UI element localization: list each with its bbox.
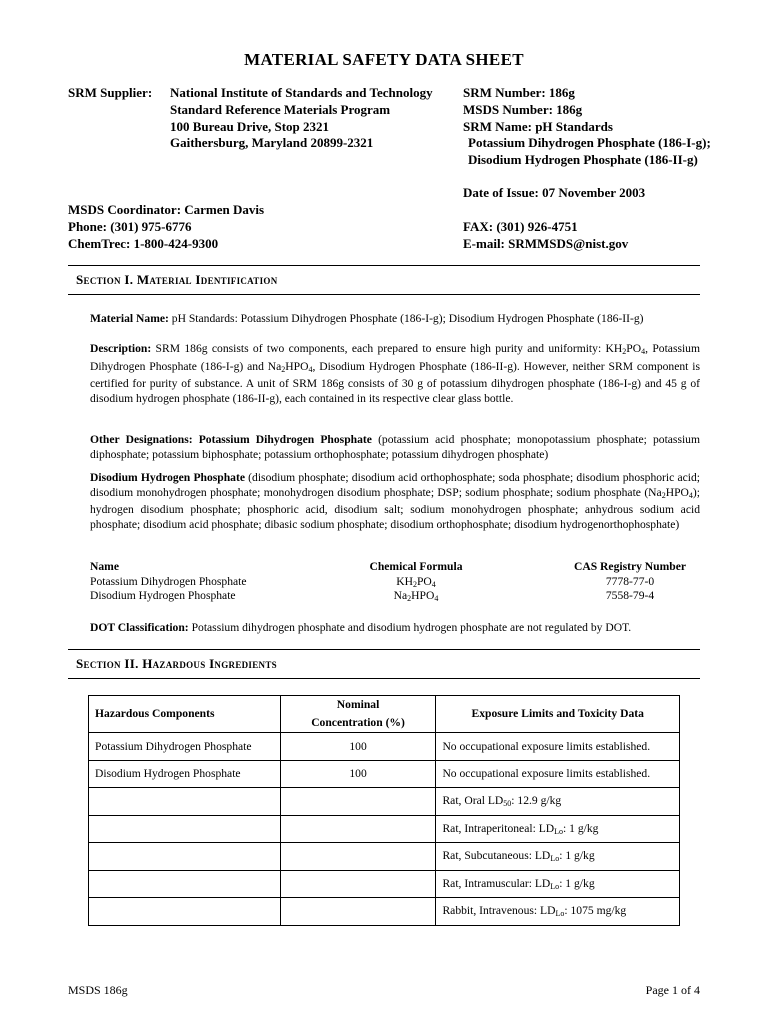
material-name-label: Material Name: (90, 312, 169, 325)
table-row (89, 733, 680, 761)
tox-text: : 1075 mg/kg (564, 904, 627, 918)
chemical-list-header (90, 560, 700, 575)
other-designations-text: (potassium acid phosphate; monopotassium phosphate; potassium diphosphate; potassium biphosphate; potassium orthophosphate; potassium dihydrogen phosphate) (90, 433, 700, 461)
srm-name-line: Potassium Dihydrogen Phosphate (186-I-g); (468, 135, 711, 151)
table-row (89, 898, 680, 926)
contact-info-right (463, 219, 628, 253)
section-divider (68, 265, 700, 266)
cas-number: 7558-79-4 (605, 589, 655, 602)
header-concentration-label: Concentration (%) (311, 716, 405, 729)
header-nominal: Nominal (336, 698, 380, 711)
section-divider (68, 649, 700, 650)
concentration-cell: 100 (280, 733, 436, 761)
header-name: Name (90, 560, 119, 573)
cas-number: 7778-77-0 (605, 574, 655, 588)
fax: FAX: (301) 926-4751 (463, 219, 578, 234)
component-cell: Potassium Dihydrogen Phosphate (89, 733, 281, 761)
supplier-label: SRM Supplier: (68, 85, 153, 100)
table-row (89, 815, 680, 843)
description (90, 342, 700, 406)
subscript: 2 (661, 490, 666, 500)
dot-classification (90, 621, 700, 636)
subscript: 2 (407, 594, 412, 603)
other-designations (90, 433, 700, 462)
list-item (90, 575, 700, 590)
component-cell (89, 788, 281, 816)
srm-info (463, 85, 711, 169)
component-cell (89, 843, 281, 871)
phone: Phone: (301) 975-6776 (68, 218, 192, 234)
component-cell: Disodium Hydrogen Phosphate (89, 760, 281, 788)
msds-number: MSDS Number: 186g (463, 101, 583, 117)
concentration-cell (280, 788, 436, 816)
subscript: 2 (412, 579, 417, 589)
description-text: SRM 186g consists of two components, each prepared to ensure high purity and uniformity: KH (151, 342, 623, 355)
hazardous-ingredients-table (88, 695, 680, 926)
date-of-issue: Date of Issue: 07 November 2003 (463, 185, 646, 200)
contact-info (68, 202, 264, 252)
disodium-label: Disodium Hydrogen Phosphate (90, 471, 245, 484)
exposure-cell (436, 898, 680, 926)
table-header-row (89, 696, 680, 733)
tox-text: : 12.9 g/kg (511, 794, 562, 808)
subscript: Lo (550, 854, 560, 864)
description-text: HPO (285, 359, 309, 373)
section-divider (68, 294, 700, 295)
table-row (89, 760, 680, 788)
supplier-line: 100 Bureau Drive, Stop 2321 (170, 118, 330, 134)
header-cas: CAS Registry Number (573, 560, 687, 573)
concentration-cell (280, 870, 436, 898)
concentration-cell (280, 815, 436, 843)
exposure-cell: No occupational exposure limits established. (436, 760, 680, 788)
material-name-value: pH Standards: Potassium Dihydrogen Phosphate (186-I-g); Disodium Hydrogen Phosphate (186-II-g) (168, 312, 644, 325)
formula-part: Na (393, 589, 408, 602)
chemical-name: Disodium Hydrogen Phosphate (90, 589, 236, 602)
tox-text: Rat, Oral LD (442, 794, 504, 808)
chemical-formula (342, 589, 490, 607)
formula-part: PO (416, 574, 432, 588)
component-cell (89, 815, 281, 843)
header-exposure: Exposure Limits and Toxicity Data (436, 696, 680, 733)
description-text: , Disodium Hydrogen Phosphate (186-II-g). However, neither SRM component is certified for purity of substance. A unit of SRM 186g consists of 30 g of potassium dihydrogen phosphate (186-I-g) and 45 g of disodium hydrogen phosphate (186-II-g), each contained in its respective clear glass bottle. (90, 359, 700, 405)
concentration-cell: 100 (280, 760, 436, 788)
description-label: Description: (90, 342, 152, 355)
tox-text: Rat, Intraperitoneal: LD (442, 821, 555, 835)
disodium-text: (disodium phosphate; disodium acid orthophosphate; soda phosphate; disodium phosphoric acid; disodium monohydrogen phosphate; monohydrogen disodium phosphate; DSP; sodium phosphate; sodium phosphate (Na (90, 471, 700, 499)
header-concentration (280, 696, 436, 733)
dot-label: DOT Classification: (90, 621, 189, 634)
subscript: Lo (555, 909, 565, 919)
exposure-cell (436, 815, 680, 843)
exposure-cell (436, 843, 680, 871)
tox-text: Rat, Subcutaneous: LD (442, 849, 551, 863)
section-2-title: Section II. Hazardous Ingredients (76, 656, 277, 671)
email: E-mail: SRMMSDS@nist.gov (463, 235, 629, 251)
subscript: 2 (622, 347, 627, 356)
subscript: 4 (308, 364, 313, 374)
disodium-text: HPO (665, 485, 689, 499)
supplier-address (170, 85, 433, 152)
table-row (89, 843, 680, 871)
tox-text: : 1 g/kg (559, 849, 595, 863)
subscript: Lo (554, 826, 564, 836)
srm-number: SRM Number: 186g (463, 85, 575, 100)
table-row (89, 870, 680, 898)
tox-text: : 1 g/kg (563, 821, 599, 835)
material-name (90, 312, 700, 327)
subscript: 4 (641, 347, 646, 356)
footer-doc-id: MSDS 186g (68, 983, 128, 997)
supplier-line: Standard Reference Materials Program (170, 101, 391, 117)
header-formula: Chemical Formula (369, 560, 463, 573)
subscript: 4 (688, 490, 693, 500)
concentration-cell (280, 898, 436, 926)
header-components: Hazardous Components (89, 696, 281, 733)
supplier-line: National Institute of Standards and Technology (170, 85, 433, 100)
chemical-name: Potassium Dihydrogen Phosphate (90, 574, 247, 588)
tox-text: Rat, Intramuscular: LD (442, 876, 551, 890)
other-designations-label: Other Designations: Potassium Dihydrogen Phosphate (90, 433, 372, 446)
section-1-title: Section I. Material Identification (76, 272, 278, 287)
subscript: 4 (434, 594, 439, 603)
formula-part: KH (396, 574, 413, 588)
disodium-designations (90, 471, 700, 532)
srm-name: SRM Name: pH Standards (463, 118, 613, 134)
section-divider (68, 678, 700, 679)
description-text: PO (626, 342, 642, 355)
tox-text: Rabbit, Intravenous: LD (442, 904, 556, 918)
supplier-line: Gaithersburg, Maryland 20899-2321 (170, 135, 374, 151)
tox-text: : 1 g/kg (559, 876, 595, 890)
msds-coordinator: MSDS Coordinator: Carmen Davis (68, 202, 265, 217)
formula-part: HPO (411, 589, 435, 602)
subscript: 50 (503, 799, 512, 809)
subscript: Lo (550, 881, 560, 891)
subscript: 2 (281, 364, 286, 374)
chemtrec: ChemTrec: 1-800-424-9300 (68, 235, 219, 251)
page-number: Page 1 of 4 (645, 983, 700, 997)
list-item (90, 589, 700, 604)
disodium-text: ); hydrogen disodium phosphate; phosphoric acid, disodium salt; sodium monohydrogen phosphate; anhydrous sodium acid phosphate; disodium acid phosphate; dibasic sodium phosphate; disodium orthophosphate; disodium hydrogenorthophosphate) (90, 485, 700, 531)
component-cell (89, 870, 281, 898)
description-text: , Potassium Dihydrogen Phosphate (186-I-g) and Na (90, 342, 700, 373)
concentration-cell (280, 843, 436, 871)
exposure-cell (436, 788, 680, 816)
srm-name-line: Disodium Hydrogen Phosphate (186-II-g) (468, 152, 698, 168)
exposure-cell: No occupational exposure limits established. (436, 733, 680, 761)
exposure-cell (436, 870, 680, 898)
subscript: 4 (431, 579, 436, 589)
component-cell (89, 898, 281, 926)
table-row (89, 788, 680, 816)
chemical-list (90, 560, 700, 604)
dot-text: Potassium dihydrogen phosphate and disodium hydrogen phosphate are not regulated by DOT. (188, 621, 632, 634)
document-title: MATERIAL SAFETY DATA SHEET (244, 50, 524, 69)
